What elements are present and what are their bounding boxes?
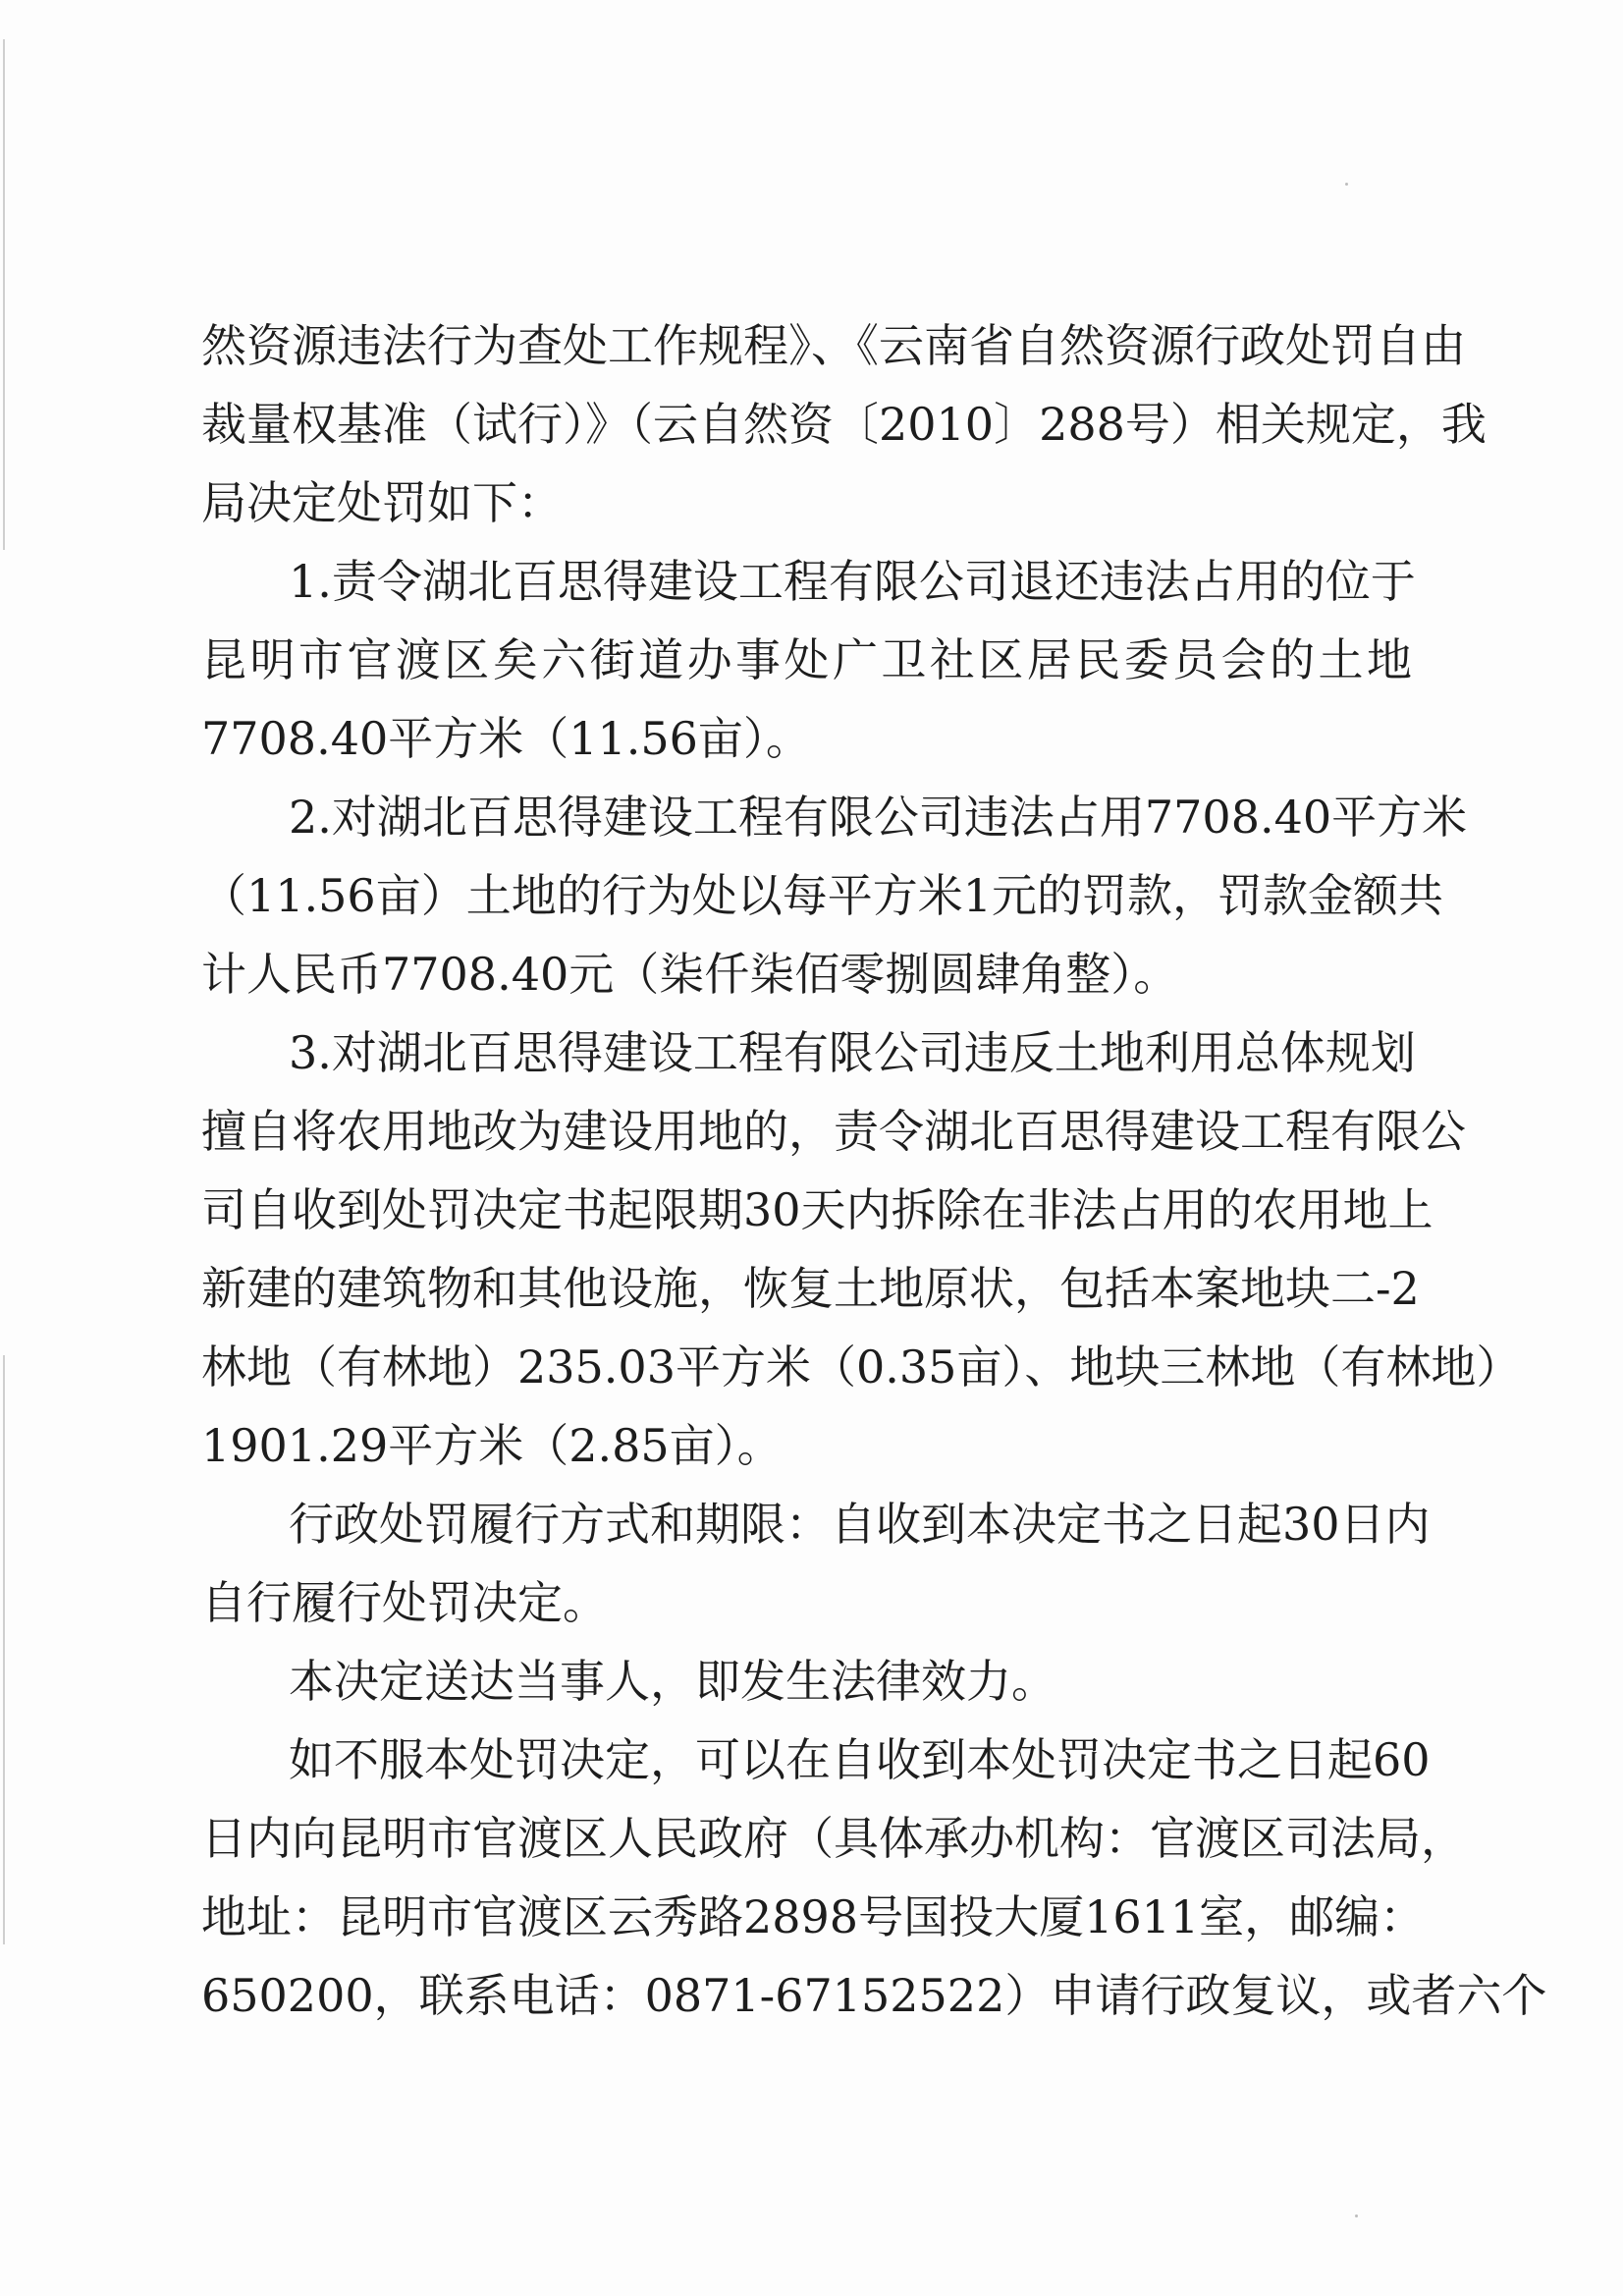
body-line: 自行履行处罚决定。 xyxy=(201,1576,608,1629)
body-line: 行政处罚履行方式和期限：自收到本决定书之日起30日内 xyxy=(289,1498,1431,1551)
body-line: 地址：昆明市官渡区云秀路2898号国投大厦1611室，邮编： xyxy=(201,1890,1426,1943)
body-line: 林地（有林地）235.03平方米（0.35亩）、地块三林地（有林地） xyxy=(201,1340,1522,1394)
scan-edge-mark xyxy=(3,1355,5,1944)
body-line: 然资源违法行为查处工作规程》、《云南省自然资源行政处罚自由 xyxy=(201,319,1466,372)
body-line: 如不服本处罚决定，可以在自收到本处罚决定书之日起60 xyxy=(289,1733,1431,1786)
body-line: 1.责令湖北百思得建设工程有限公司退还违法占用的位于 xyxy=(289,555,1416,608)
body-line: 昆明市官渡区矣六街道办事处广卫社区居民委员会的土地 xyxy=(201,633,1412,686)
body-line: 1901.29平方米（2.85亩）。 xyxy=(201,1419,783,1472)
body-line: 擅自将农用地改为建设用地的，责令湖北百思得建设工程有限公 xyxy=(201,1105,1466,1158)
scan-speck xyxy=(1345,183,1348,186)
body-line: 局决定处罚如下： xyxy=(201,476,563,529)
body-line: 司自收到处罚决定书起限期30天内拆除在非法占用的农用地上 xyxy=(201,1183,1434,1236)
body-line: 3.对湖北百思得建设工程有限公司违反土地利用总体规划 xyxy=(289,1026,1416,1079)
body-line: 7708.40平方米（11.56亩）。 xyxy=(201,712,811,765)
body-line: 计人民币7708.40元（柒仟柒佰零捌圆肆角整）。 xyxy=(201,948,1179,1001)
scan-speck xyxy=(1355,2214,1358,2217)
document-body xyxy=(201,306,1547,2035)
body-line: 2.对湖北百思得建设工程有限公司违法占用7708.40平方米 xyxy=(289,791,1468,844)
body-line: （11.56亩）土地的行为处以每平方米1元的罚款，罚款金额共 xyxy=(201,869,1443,922)
body-line: 日内向昆明市官渡区人民政府（具体承办机构：官渡区司法局， xyxy=(201,1812,1466,1865)
body-line: 新建的建筑物和其他设施，恢复土地原状，包括本案地块二-2 xyxy=(201,1262,1420,1315)
body-line: 裁量权基准（试行）》（云自然资〔2010〕288号）相关规定，我 xyxy=(201,398,1487,451)
body-line: 本决定送达当事人，即发生法律效力。 xyxy=(289,1655,1056,1708)
scan-edge-mark xyxy=(3,39,5,550)
body-line: 650200，联系电话：0871-67152522）申请行政复议，或者六个 xyxy=(201,1969,1547,2022)
